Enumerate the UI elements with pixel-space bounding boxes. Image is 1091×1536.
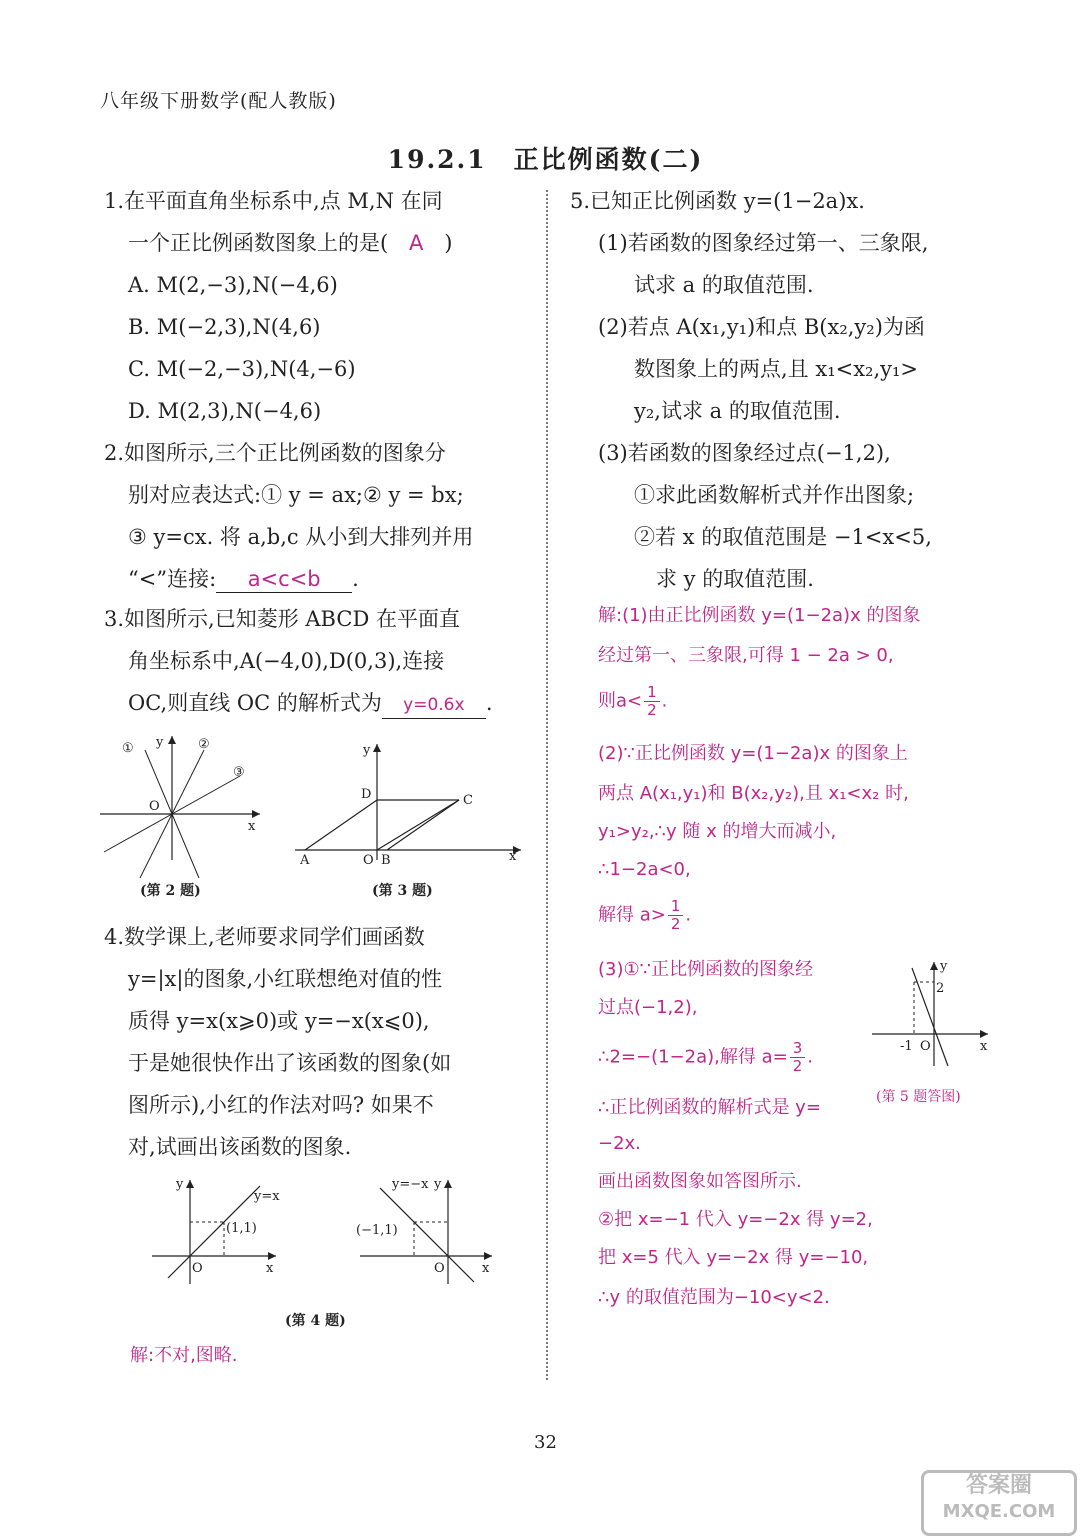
sol-line17: ∴y 的取值范围为−10<y<2.	[598, 1287, 830, 1308]
sol-line6: y₁>y₂,∴y 随 x 的增大而减小,	[598, 821, 837, 842]
fig5-tick-minus-one: -1	[900, 1039, 913, 1054]
fraction-one-half: $\frac{1}{2}$	[644, 684, 660, 719]
q4-line3: 质得 y=x(x⩾0)或 y=−x(x⩽0),	[128, 1009, 430, 1033]
sol-line8: 解得 a> $\frac{1}{2}$ .	[598, 897, 692, 933]
sol-line14: 画出函数图象如答图所示.	[598, 1171, 802, 1192]
fig2-line-2-label: ②	[198, 737, 210, 752]
sol-line10: 过点(−1,2),	[598, 997, 698, 1018]
fig3-x-label: x	[509, 849, 517, 864]
fig2-y-label: y	[156, 735, 164, 750]
sol-line13: −2x.	[598, 1133, 641, 1154]
fig2-line-3-label: ③	[233, 765, 245, 780]
running-header: 八年级下册数学(配人教版)	[100, 90, 337, 112]
fig3-origin-label: O	[363, 853, 374, 868]
fig3-point-c: C	[463, 793, 473, 808]
sol-line7: ∴1−2a<0,	[598, 859, 691, 880]
watermark-logo: 答案圈 MXQE.COM	[921, 1470, 1077, 1536]
q5-line9: ②若 x 的取值范围是 −1<x<5,	[634, 525, 932, 549]
q5-line8: ①求此函数解析式并作出图象;	[634, 483, 915, 507]
q5-line2: (1)若函数的图象经过第一、三象限,	[598, 231, 929, 255]
q4-line4: 于是她很快作出了该函数的图象(如	[128, 1051, 452, 1075]
q5-line3: 试求 a 的取值范围.	[634, 273, 814, 297]
q2-line1: 2.如图所示,三个正比例函数的图象分	[104, 441, 446, 465]
q5-line7: (3)若函数的图象经过点(−1,2),	[598, 441, 891, 465]
q1-stem-line1: 1.在平面直角坐标系中,点 M,N 在同	[104, 189, 443, 213]
fig5-caption: (第 5 题答图)	[876, 1089, 961, 1105]
q2-line4: “<”连接: a<c<b .	[128, 567, 359, 591]
q4-line1: 4.数学课上,老师要求同学们画函数	[104, 925, 425, 949]
q5-line5: 数图象上的两点,且 x₁<x₂,y₁>	[634, 357, 919, 381]
fig4-right-y-label: y	[434, 1177, 442, 1192]
fig4-right-point: (−1,1)	[356, 1223, 398, 1238]
q4-answer: 解:不对,图略.	[130, 1345, 238, 1366]
fig2-x-label: x	[248, 819, 256, 834]
q3-line1: 3.如图所示,已知菱形 ABCD 在平面直	[104, 607, 460, 631]
fig3-caption: (第 3 题)	[372, 883, 433, 899]
sol-line11: ∴2=−(1−2a),解得 a= $\frac{3}{2}$ .	[598, 1039, 813, 1075]
q1-stem-line2: 一个正比例函数图象上的是( A )	[128, 231, 453, 255]
fig5-x-label: x	[980, 1039, 988, 1054]
fig2-graph	[100, 732, 270, 872]
q3-line2: 角坐标系中,A(−4,0),D(0,3),连接	[128, 649, 445, 673]
fig4-right-origin: O	[434, 1261, 445, 1276]
fig4-right-x-label: x	[482, 1261, 490, 1276]
fig5-origin: O	[920, 1039, 931, 1054]
section-title: 19.2.1 正比例函数(二)	[387, 145, 704, 174]
fig3-point-a: A	[300, 853, 310, 868]
q5-line10: 求 y 的取值范围.	[656, 567, 814, 591]
fraction-three-halves: $\frac{3}{2}$	[790, 1040, 806, 1075]
fig4-graph-right	[350, 1176, 500, 1286]
q2-answer: a<c<b	[216, 566, 352, 593]
fig5-tick-two: 2	[936, 981, 945, 996]
sol-line16: 把 x=5 代入 y=−2x 得 y=−10,	[598, 1247, 869, 1268]
sol-line2: 经过第一、三象限,可得 1 − 2a > 0,	[598, 645, 894, 666]
sol-line9: (3)①∵正比例函数的图象经	[598, 959, 814, 980]
fig4-left-origin: O	[192, 1261, 203, 1276]
page-number: 32	[534, 1432, 557, 1453]
fraction-one-half-2: $\frac{1}{2}$	[668, 898, 684, 933]
fig4-left-equation: y=x	[254, 1189, 280, 1204]
sol-line4: (2)∵正比例函数 y=(1−2a)x 的图象上	[598, 743, 908, 764]
q5-line4: (2)若点 A(x₁,y₁)和点 B(x₂,y₂)为函	[598, 315, 925, 339]
q3-line3: OC,则直线 OC 的解析式为 y=0.6x .	[128, 690, 493, 719]
q2-line3: ③ y=cx. 将 a,b,c 从小到大排列并用	[128, 525, 474, 549]
fig3-point-d: D	[361, 787, 372, 802]
fig4-caption: (第 4 题)	[285, 1313, 346, 1329]
sol-line12: ∴正比例函数的解析式是 y=	[598, 1097, 821, 1118]
sol-line1: 解:(1)由正比例函数 y=(1−2a)x 的图象	[598, 605, 921, 626]
sol-line15: ②把 x=−1 代入 y=−2x 得 y=2,	[598, 1209, 873, 1230]
q4-line5: 图所示),小红的作法对吗? 如果不	[128, 1093, 434, 1117]
fig4-right-equation: y=−x	[392, 1177, 429, 1192]
fig3-graph	[295, 742, 525, 872]
q1-option-d: D. M(2,3),N(−4,6)	[128, 399, 322, 423]
q5-line6: y₂,试求 a 的取值范围.	[634, 399, 841, 423]
sol-line3: 则a< $\frac{1}{2}$ .	[598, 683, 668, 719]
q1-option-a: A. M(2,−3),N(−4,6)	[128, 273, 338, 297]
fig2-line-1-label: ①	[122, 741, 134, 756]
sol-line5: 两点 A(x₁,y₁)和 B(x₂,y₂),且 x₁<x₂ 时,	[598, 783, 909, 804]
q5-line1: 5.已知正比例函数 y=(1−2a)x.	[570, 189, 865, 213]
fig4-left-y-label: y	[176, 1177, 184, 1192]
q1-option-c: C. M(−2,−3),N(4,−6)	[128, 357, 356, 381]
fig4-graph-left	[150, 1176, 290, 1286]
fig2-caption: (第 2 题)	[140, 883, 201, 899]
fig3-y-label: y	[363, 743, 371, 758]
fig5-y-label: y	[940, 959, 948, 974]
q1-option-b: B. M(−2,3),N(4,6)	[128, 315, 321, 339]
fig5-answer-graph	[870, 958, 995, 1068]
q3-answer: y=0.6x	[382, 692, 486, 719]
column-divider	[546, 190, 548, 1380]
q1-answer: A	[409, 231, 424, 255]
q2-line2: 别对应表达式:① y = ax;② y = bx;	[128, 483, 464, 507]
q4-line6: 对,试画出该函数的图象.	[128, 1135, 352, 1159]
fig4-left-point: (1,1)	[226, 1221, 257, 1236]
q4-line2: y=|x|的图象,小红联想绝对值的性	[128, 967, 443, 991]
fig3-point-b: B	[381, 853, 391, 868]
fig4-left-x-label: x	[266, 1261, 274, 1276]
fig2-origin-label: O	[149, 799, 160, 814]
